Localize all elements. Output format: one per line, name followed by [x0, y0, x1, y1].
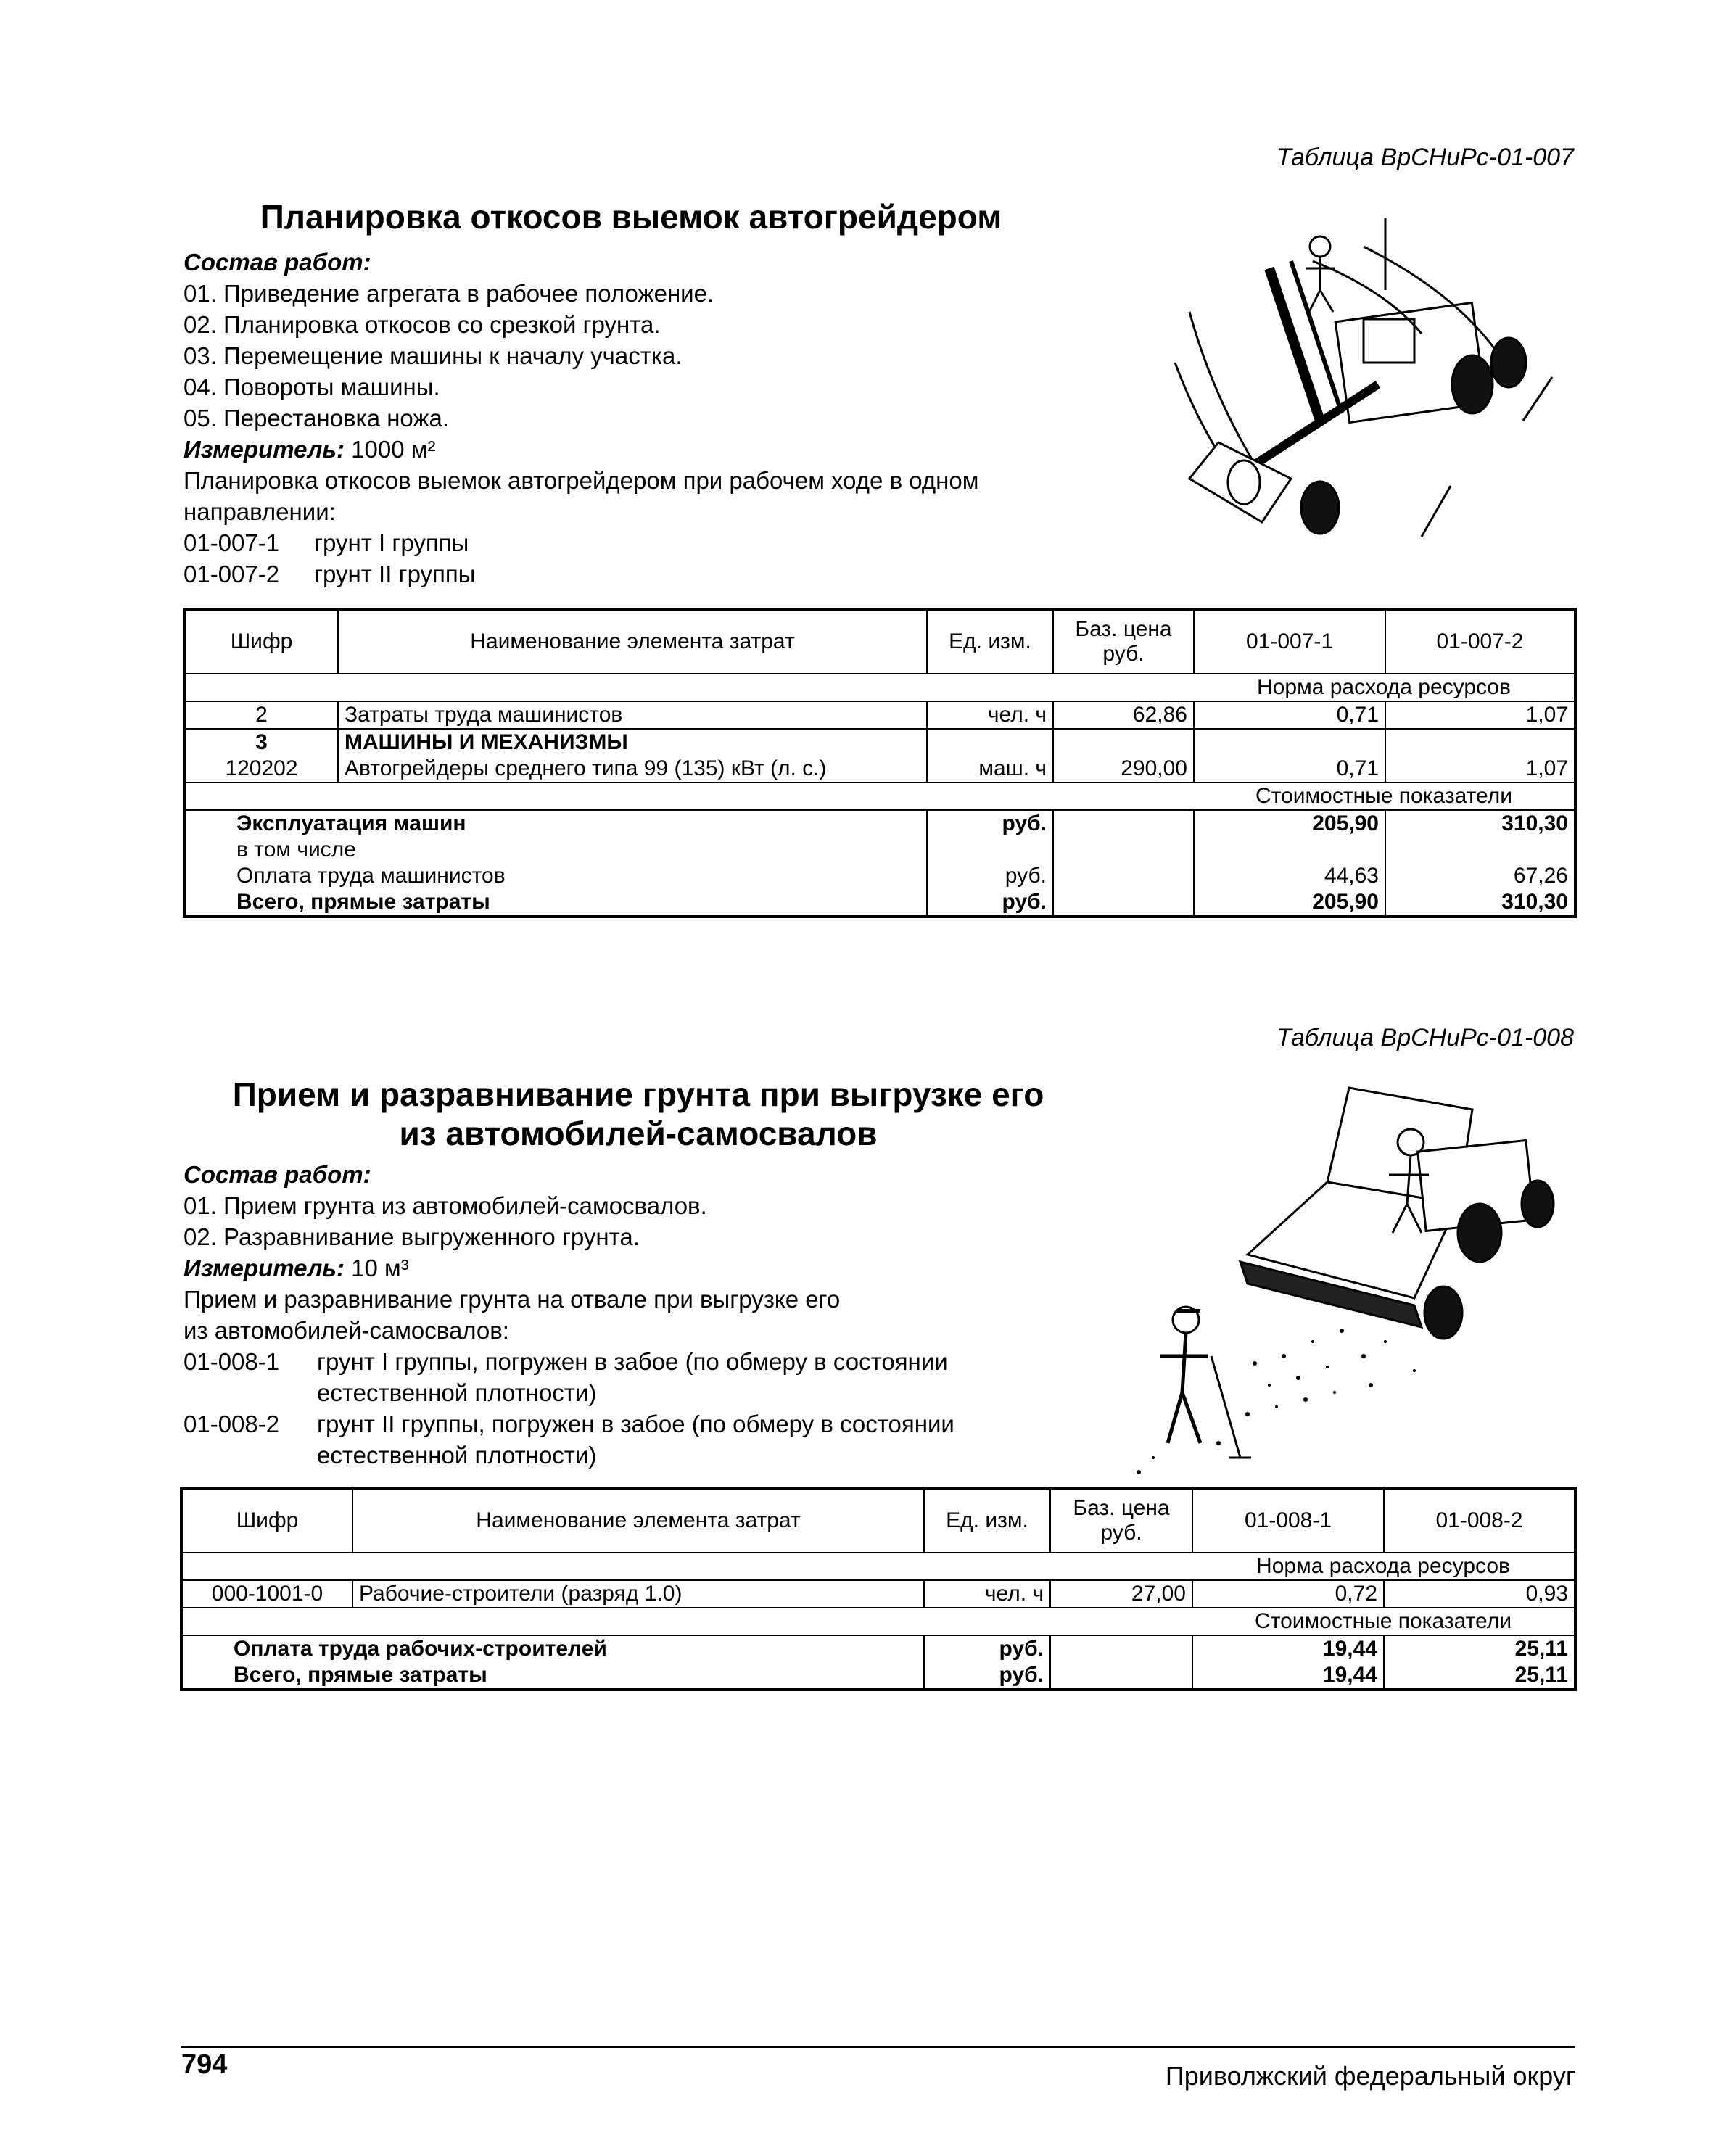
variant-text: грунт I группы, погружен в забое (по обмеру в состоянии естественной плотности): [317, 1348, 948, 1406]
variant-text: грунт II группы, погружен в забое (по обмеру в состоянии естественной плотности): [317, 1411, 954, 1469]
header-name: Наименование элемента затрат: [338, 609, 927, 674]
section-title-01-007: Планировка откосов выемок автогрейдером: [260, 198, 1002, 236]
table-header-row: [184, 609, 1575, 674]
header-variant-2: 01-007-2: [1385, 609, 1575, 674]
variant-code: 01-007-2: [183, 561, 280, 587]
cost-row: Оплата труда рабочих-строителей руб. 19,44 25,11: [181, 1635, 1575, 1662]
title-line: из автомобилей-самосвалов: [399, 1115, 878, 1152]
variant-item: [183, 558, 1126, 590]
cost-label-row: [181, 1608, 1575, 1635]
composition-label: Состав работ:: [183, 249, 371, 276]
work-step: 02. Планировка откосов со срезкой грунта.: [183, 311, 661, 338]
cost-row: в том числе: [184, 837, 1575, 863]
cost-row: Всего, прямые затраты руб. 205,90 310,30: [184, 889, 1575, 917]
variant-item: [183, 1408, 1039, 1471]
variant-item: [183, 1346, 1039, 1408]
cost-row: Оплата труда машинистов руб. 44,63 67,26: [184, 863, 1575, 889]
header-price: Баз. цена руб.: [1053, 609, 1194, 674]
footer-rule: [181, 2046, 1575, 2048]
footer-region: Приволжский федеральный округ: [1165, 2061, 1575, 2091]
table-label-01-008: Таблица ВрСНиРс-01-008: [1276, 1024, 1574, 1052]
table-label-01-007: Таблица ВрСНиРс-01-007: [1276, 144, 1574, 171]
section-description: из автомобилей-самосвалов:: [183, 1317, 509, 1344]
section-title-01-008: [181, 1075, 1095, 1153]
variant-code: 01-007-1: [183, 529, 280, 556]
measure-label: Измеритель:: [183, 1255, 345, 1281]
norm-label: Норма расхода ресурсов: [1257, 675, 1511, 699]
cost-row: Всего, прямые затраты руб. 19,44 25,11: [181, 1662, 1575, 1690]
table-row: 3 МАШИНЫ И МЕХАНИЗМЫ: [184, 729, 1575, 756]
work-step: 02. Разравнивание выгруженного грунта.: [183, 1223, 640, 1250]
grader-slope-illustration: [1146, 203, 1581, 580]
header-unit: Ед. изм.: [927, 609, 1053, 674]
table-row: 000-1001-0 Рабочие-строители (разряд 1.0) чел. ч 27,00 0,72 0,93: [181, 1580, 1575, 1608]
variant-text: грунт II группы: [314, 561, 476, 587]
variant-item: [183, 527, 1126, 558]
cost-label: Стоимостные показатели: [1255, 1609, 1512, 1633]
section-description: Прием и разравнивание грунта на отвале при выгрузке его: [183, 1286, 841, 1313]
table-row: 2 Затраты труда машинистов чел. ч 62,86 0,71 1,07: [184, 701, 1575, 729]
cost-table-01-007: [183, 608, 1577, 918]
header-unit: Ед. изм.: [924, 1488, 1050, 1553]
page-number: 794: [181, 2049, 228, 2080]
section-description: Планировка откосов выемок автогрейдером при рабочем ходе в одном направлении:: [183, 467, 979, 525]
title-line: Прием и разравнивание грунта при выгрузке его: [232, 1075, 1044, 1113]
variant-code: 01-008-2: [183, 1411, 280, 1437]
table-row: 120202 Автогрейдеры среднего типа 99 (135) кВт (л. с.) маш. ч 290,00 0,71 1,07: [184, 756, 1575, 782]
cost-label: Стоимостные показатели: [1255, 784, 1512, 808]
composition-label: Состав работ:: [183, 1161, 371, 1188]
work-step: 03. Перемещение машины к началу участка.: [183, 342, 683, 369]
work-step: 05. Перестановка ножа.: [183, 405, 450, 431]
norm-label: Норма расхода ресурсов: [1256, 1554, 1510, 1578]
header-code: Шифр: [181, 1488, 352, 1553]
work-step: 01. Прием грунта из автомобилей-самосвалов.: [183, 1192, 707, 1219]
header-variant-1: 01-007-1: [1194, 609, 1385, 674]
dump-truck-unloading-illustration: [1110, 1081, 1588, 1487]
variant-text: грунт I группы: [314, 529, 469, 556]
composition-block-01-008: [183, 1159, 1126, 1471]
measure-label: Измеритель:: [183, 436, 345, 463]
measure-value: 1000 м²: [351, 436, 436, 463]
measure-line: [183, 434, 1126, 465]
header-price: Баз. цена руб.: [1050, 1488, 1192, 1553]
header-variant-1: 01-008-1: [1192, 1488, 1384, 1553]
header-code: Шифр: [184, 609, 338, 674]
norm-label-row: [184, 674, 1575, 701]
measure-value: 10 м³: [351, 1255, 409, 1281]
table-header-row: [181, 1488, 1575, 1553]
work-step: 04. Повороты машины.: [183, 373, 440, 400]
cost-row: Эксплуатация машин руб. 205,90 310,30: [184, 810, 1575, 837]
composition-block-01-007: [183, 247, 1126, 590]
norm-label-row: [181, 1553, 1575, 1580]
cost-label-row: [184, 782, 1575, 810]
header-name: Наименование элемента затрат: [352, 1488, 924, 1553]
variant-code: 01-008-1: [183, 1348, 280, 1375]
header-variant-2: 01-008-2: [1384, 1488, 1575, 1553]
cost-table-01-008: [180, 1487, 1577, 1691]
work-step: 01. Приведение агрегата в рабочее положение.: [183, 280, 714, 307]
measure-line: [183, 1252, 1126, 1284]
